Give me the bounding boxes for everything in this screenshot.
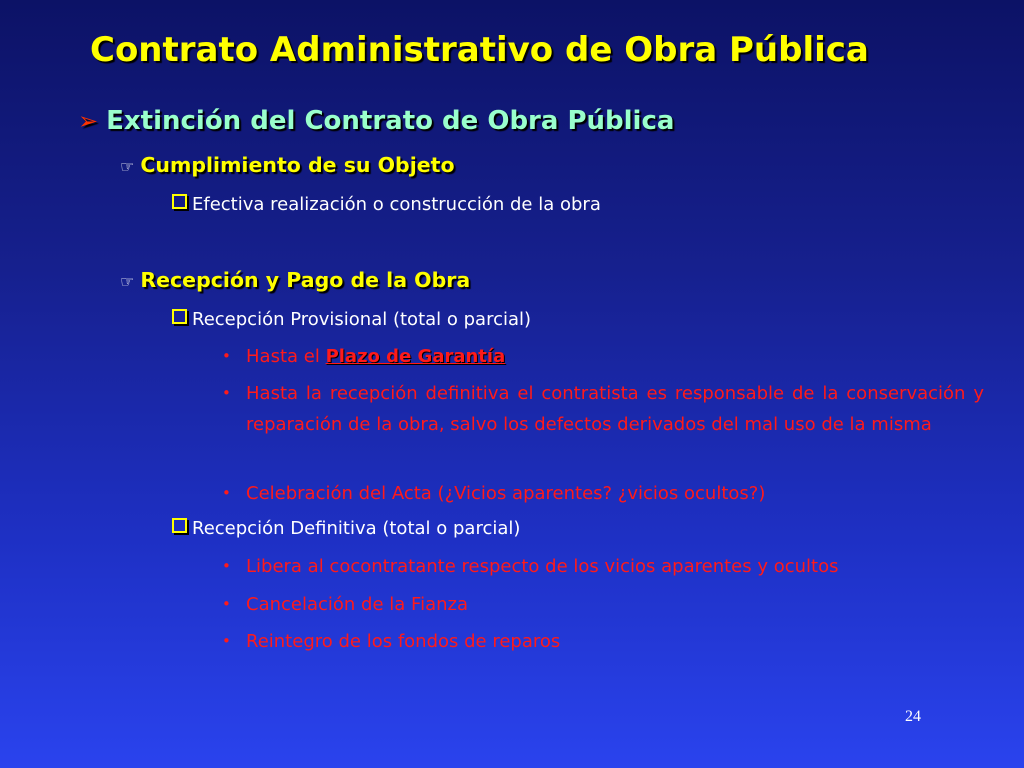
item-label: Efectiva realización o construcción de la obra: [192, 194, 601, 215]
arrow-bullet-icon: ➢: [78, 107, 99, 135]
pointing-hand-icon: ☞: [120, 157, 135, 176]
item-efectiva: [172, 194, 601, 215]
dot-bullet-icon: •: [222, 347, 231, 365]
dot-bullet-icon: •: [222, 384, 231, 402]
checkbox-icon: [172, 309, 187, 324]
point-celebracion-acta: [222, 478, 984, 509]
point-prefix: Hasta el: [246, 346, 326, 367]
point-responsable: [222, 378, 984, 440]
highlight-plazo-garantia: Plazo de Garantía: [325, 346, 506, 367]
heading-text: Extinción del Contrato de Obra Pública: [106, 106, 675, 136]
section-recepcion-pago: [120, 268, 470, 292]
checkbox-icon: [172, 518, 187, 533]
point-text: Libera al cocontratante respecto de los vicios aparentes y ocultos: [246, 556, 839, 577]
section-label: Recepción y Pago de la Obra: [140, 268, 471, 292]
pointing-hand-icon: ☞: [120, 272, 135, 291]
point-text: Celebración del Acta (¿Vicios aparentes? ¿vicios ocultos?): [246, 483, 766, 504]
point-plazo-garantia: [222, 341, 984, 372]
item-recepcion-definitiva: [172, 518, 520, 539]
dot-bullet-icon: •: [222, 595, 231, 613]
section-label: Cumplimiento de su Objeto: [140, 153, 455, 177]
page-number: 24: [905, 708, 921, 725]
point-text: Reintegro de los fondos de reparos: [246, 631, 561, 652]
section-cumplimiento: [120, 153, 455, 177]
item-label: Recepción Definitiva (total o parcial): [192, 518, 521, 539]
dot-bullet-icon: •: [222, 484, 231, 502]
slide-title: Contrato Administrativo de Obra Pública: [90, 30, 869, 70]
dot-bullet-icon: •: [222, 557, 231, 575]
checkbox-icon: [172, 194, 187, 209]
point-cancelacion: [222, 589, 984, 620]
point-text: Cancelación de la Fianza: [246, 594, 468, 615]
item-recepcion-provisional: [172, 309, 531, 330]
item-label: Recepción Provisional (total o parcial): [192, 309, 532, 330]
heading-level1: [78, 106, 978, 136]
point-text: Hasta la recepción definitiva el contratista es responsable de la conservación y reparación de la obra, salvo los defectos derivados del mal uso de la misma: [246, 383, 984, 435]
point-libera: [222, 551, 984, 582]
point-reintegro: [222, 626, 984, 657]
dot-bullet-icon: •: [222, 632, 231, 650]
